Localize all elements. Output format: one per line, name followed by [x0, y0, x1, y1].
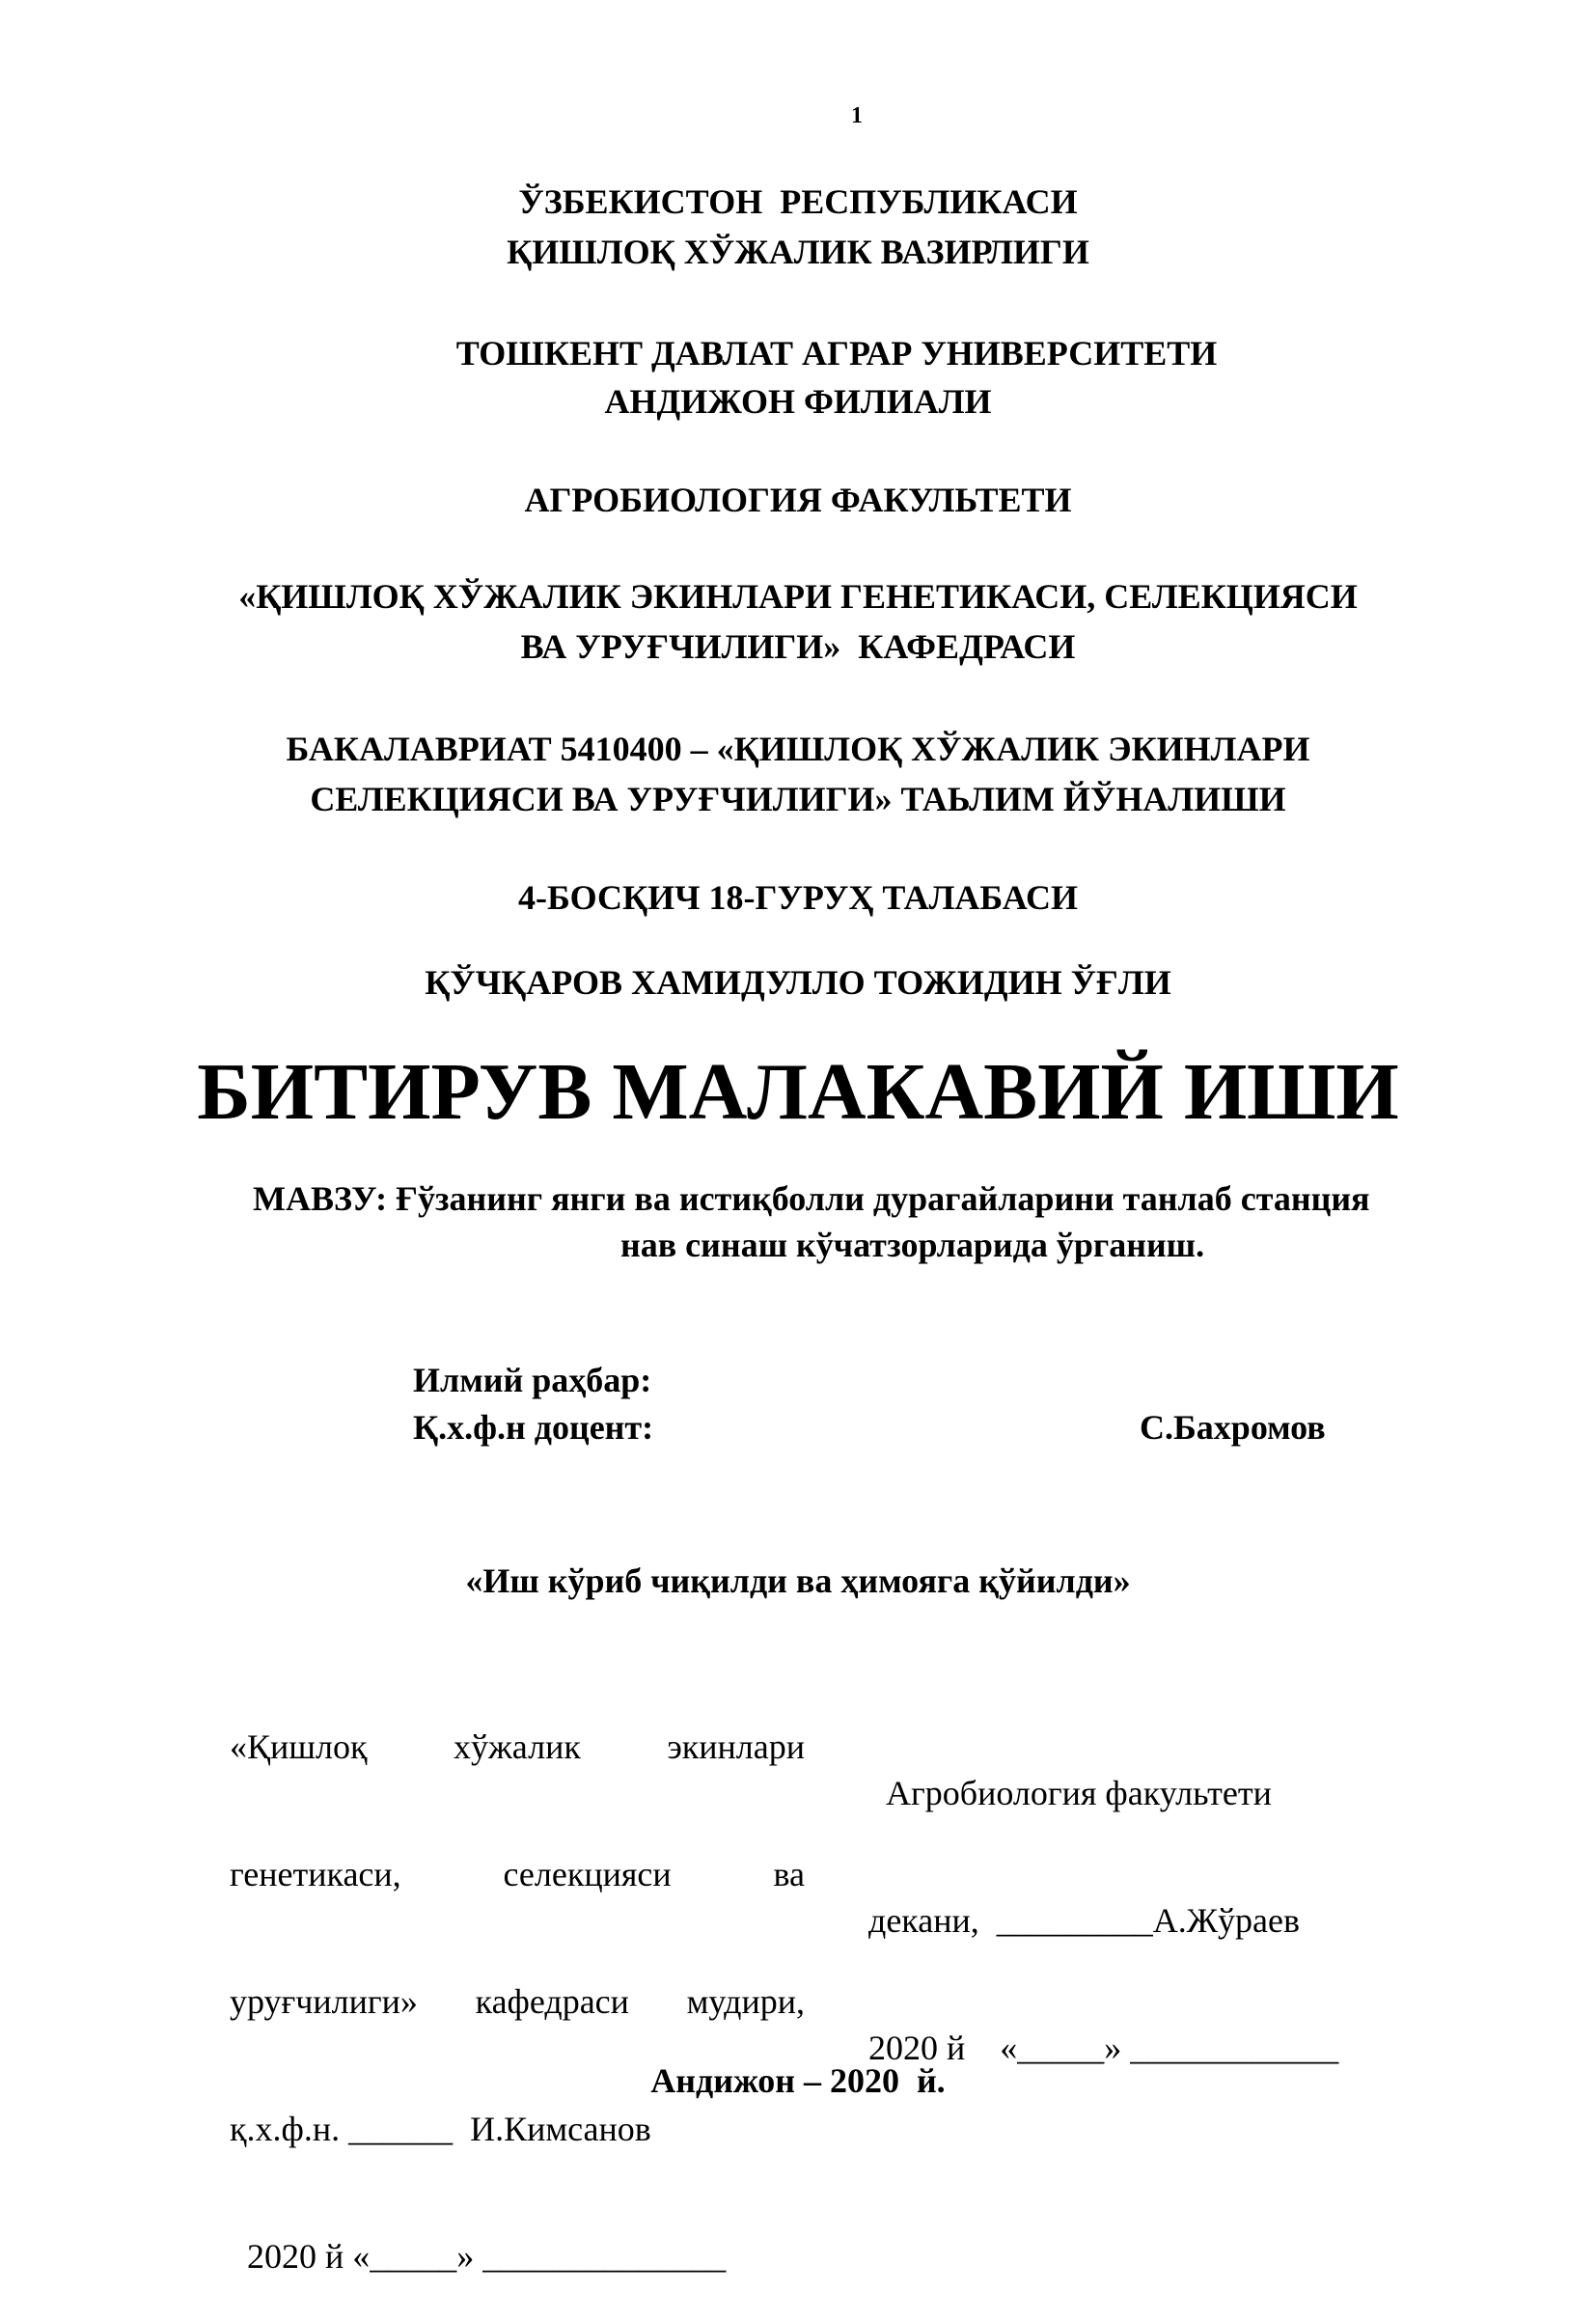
supervisor-name: С.Бахромов — [1140, 1408, 1326, 1447]
faculty-name: АГРОБИОЛОГИЯ ФАКУЛЬТЕТИ — [524, 481, 1072, 519]
dean-line-1: Агробиология факультети — [868, 1774, 1272, 1812]
head-of-department-signature-block — [230, 1641, 805, 2320]
program-line-2: СЕЛЕКЦИЯСИ ВА УРУҒЧИЛИГИ» ТАЬЛИМ ЙЎНАЛИШИ — [310, 780, 1286, 818]
head-line-3-word: мудири, — [686, 1982, 805, 2021]
head-line-3-word: кафедраси — [475, 1982, 629, 2021]
head-line-2-word: ва — [773, 1855, 805, 1893]
department-line-2: ВА УРУҒЧИЛИГИ» КАФЕДРАСИ — [520, 627, 1076, 666]
document-title: БИТИРУВ МАЛАКАВИЙ ИШИ — [197, 1047, 1399, 1137]
head-line-3 — [230, 1980, 805, 2023]
approval-statement: «Иш кўриб чиқилди ва ҳимояга қўйилди» — [465, 1561, 1131, 1600]
student-name: ҚЎЧҚАРОВ ХАМИДУЛЛО ТОЖИДИН ЎҒЛИ — [425, 963, 1171, 1002]
dean-line-2: декани, _________А.Жўраев — [868, 1901, 1300, 1940]
supervisor-role: Илмий раҳбар: — [413, 1361, 652, 1399]
ministry-line-2: ҚИШЛОҚ ХЎЖАЛИК ВАЗИРЛИГИ — [507, 233, 1089, 271]
topic-line-2: нав синаш кўчатзорларида ўрганиш. — [620, 1226, 1205, 1264]
head-line-1-word: экинлари — [667, 1727, 805, 1766]
dean-line-3: 2020 й «_____» ____________ — [868, 2029, 1339, 2067]
head-line-1-word: «Қишлоқ — [230, 1727, 368, 1766]
university-line-2: АНДИЖОН ФИЛИАЛИ — [604, 382, 992, 421]
head-line-2-word: селекцияси — [503, 1855, 672, 1893]
head-line-3-word: уруғчилиги» — [230, 1982, 418, 2021]
supervisor-degree: Қ.х.ф.н доцент: — [413, 1408, 654, 1447]
page-number-mark: 1 — [851, 103, 863, 128]
university-line-1: ТОШКЕНТ ДАВЛАТ АГРАР УНИВЕРСИТЕТИ — [455, 334, 1218, 373]
head-line-1-word: хўжалик — [453, 1727, 581, 1766]
head-line-2-word: генетикаси, — [230, 1855, 401, 1893]
program-line-1: БАКАЛАВРИАТ 5410400 – «ҚИШЛОҚ ХЎЖАЛИК ЭКИНЛАРИ — [286, 730, 1310, 768]
student-group: 4-БОСҚИЧ 18-ГУРУҲ ТАЛАБАСИ — [518, 878, 1078, 917]
head-line-5: 2020 й «_____» ______________ — [230, 2237, 727, 2276]
ministry-line-1: ЎЗБЕКИСТОН РЕСПУБЛИКАСИ — [518, 182, 1078, 221]
place-and-year: Андижон – 2020 й. — [650, 2061, 946, 2100]
head-line-1 — [230, 1726, 805, 1768]
topic-line-1: МАВЗУ: Ғўзанинг янги ва истиқболли дурагайларини танлаб станция — [253, 1179, 1370, 1218]
head-line-4: қ.х.ф.н. ______ И.Кимсанов — [230, 2110, 651, 2148]
department-line-1: «ҚИШЛОҚ ХЎЖАЛИК ЭКИНЛАРИ ГЕНЕТИКАСИ, СЕЛЕКЦИЯСИ — [238, 577, 1358, 616]
dean-signature-block — [868, 1687, 1409, 2112]
head-line-2 — [230, 1853, 805, 1895]
